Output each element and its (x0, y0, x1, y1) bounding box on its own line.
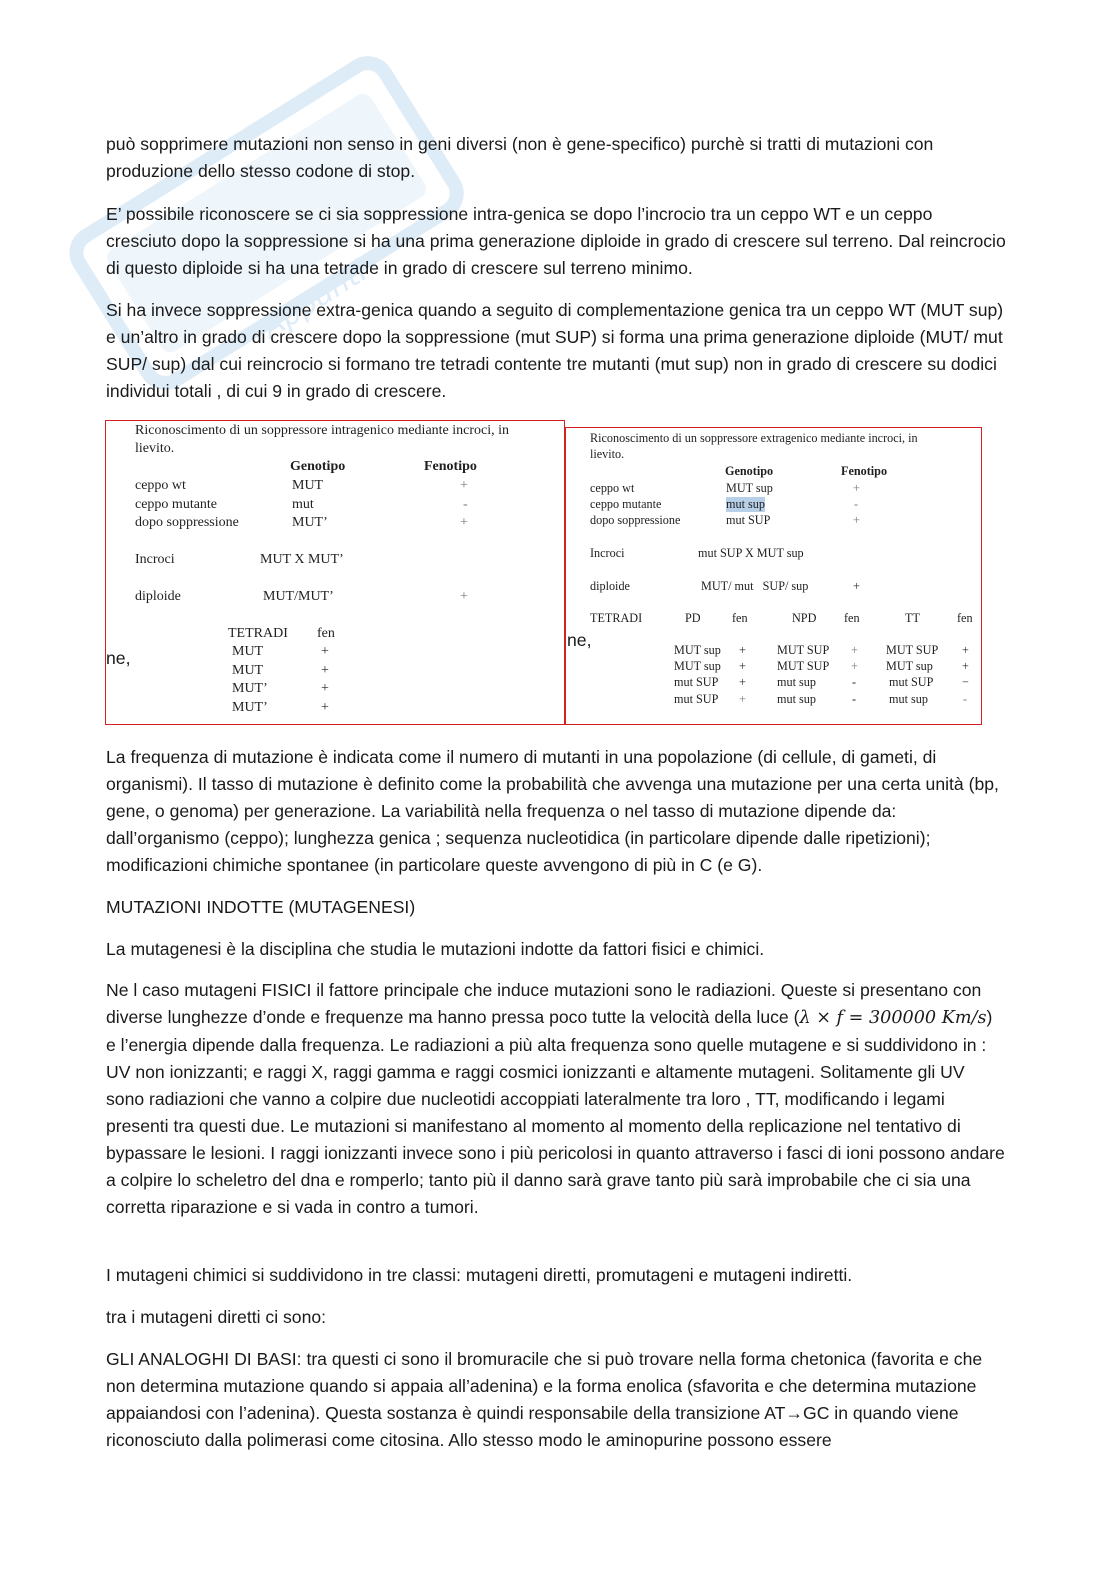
pd-phenotype: + (739, 659, 746, 673)
row-genotype: MUT (292, 478, 324, 493)
tetradi-label: TETRADI (590, 611, 643, 625)
row-phenotype: + (460, 515, 468, 530)
pd-phenotype: + (739, 643, 746, 657)
pd-genotype: mut SUP (674, 692, 719, 706)
diploide-value: MUT/ mut SUP/ sup (701, 579, 809, 593)
row-phenotype: + (853, 481, 860, 495)
figure-title-line2: lievito. (135, 441, 175, 456)
diploide-label: diploide (135, 589, 181, 604)
row-genotype: mut (292, 497, 314, 512)
paragraph-extragenic: Si ha invece soppressione extra-genica quando a seguito di complementazione genica tra un ceppo WT (MUT sup) e un’altro in grado di crescere dopo la soppressione (mut SUP) si forma una prima generazione diploide (MUT/ mut SUP/ sup) dal cui reincrocio si formano tre tetradi contente tre mutanti (mut sup) non in grado di crescere su dodici individui totali , di cui 9 in grado di crescere. (106, 300, 1004, 401)
section-heading-mutagenesis: MUTAZIONI INDOTTE (MUTAGENESI) (106, 897, 416, 917)
header-fenotipo: Fenotipo (424, 459, 477, 474)
pd-genotype: mut SUP (674, 675, 719, 689)
tt-genotype: MUT sup (886, 659, 933, 673)
header-genotipo: Genotipo (290, 459, 346, 474)
row-label: ceppo mutante (590, 497, 662, 511)
header-fenotipo: Fenotipo (841, 464, 888, 478)
figure-title-line1: Riconoscimento di un soppressore extragenico mediante incroci, in (590, 431, 918, 445)
incroci-label: Incroci (135, 552, 175, 567)
row-genotype-highlighted: mut sup (726, 497, 765, 511)
paragraph-physical-mutagens (106, 977, 1006, 1221)
tetradi-label: TETRADI (228, 626, 288, 641)
pd-genotype: MUT sup (674, 643, 721, 657)
tt-phenotype: + (962, 643, 969, 657)
diploide-label: diploide (590, 579, 630, 593)
row-label: dopo soppressione (590, 513, 681, 527)
paragraph-suppression-intro: può sopprimere mutazioni non senso in geni diversi (non è gene-specifico) purchè si tratti di mutazioni con produzione dello stesso codone di stop. (106, 134, 934, 181)
paragraph-base-analogs: GLI ANALOGHI DI BASI: tra questi ci sono il bromuracile che si può trovare nella forma chetonica (favorita e che non determina mutazione quando si appaia all’adenina) e la forma enolica (sfavorita e che determina mutazione appaiandosi con l’adenina). Questa sostanza è quindi responsabile della transizione AT→GC in quando viene riconosciuto dalla polimerasi come citosina. Allo stesso modo le aminopurine possono essere (106, 1349, 983, 1450)
tt-genotype: mut SUP (889, 675, 934, 689)
row-phenotype: + (460, 478, 468, 493)
row-genotype: MUT sup (726, 481, 773, 495)
row-phenotype: - (854, 497, 859, 511)
fen-label: fen (844, 611, 860, 625)
tt-genotype: mut sup (889, 692, 928, 706)
row-genotype: mut SUP (726, 513, 771, 527)
figure-title-line2: lievito. (590, 447, 625, 461)
npd-genotype: mut sup (777, 675, 816, 689)
tt-phenotype: + (962, 659, 969, 673)
diploide-phenotype: + (853, 579, 860, 593)
paragraph-chemical-mutagens: I mutageni chimici si suddividono in tre classi: mutageni diretti, promutageni e mutageni indiretti. (106, 1265, 853, 1285)
npd-phenotype: + (851, 659, 858, 673)
fen-label: fen (732, 611, 748, 625)
npd-phenotype: - (852, 692, 857, 706)
row-label: ceppo mutante (135, 497, 218, 512)
npd-phenotype: + (851, 643, 858, 657)
fen-label: fen (317, 626, 335, 641)
tetrad-genotype: MUT’ (232, 700, 268, 715)
row-label: ceppo wt (590, 481, 635, 495)
row-label: ceppo wt (135, 478, 186, 493)
figure-title-line1: Riconoscimento di un soppressore intragenico mediante incroci, in (135, 423, 510, 438)
tetrad-phenotype: + (321, 663, 329, 678)
header-genotipo: Genotipo (725, 464, 774, 478)
pd-phenotype: + (739, 692, 746, 706)
tt-genotype: MUT SUP (886, 643, 939, 657)
bleed-text-left: ne, (106, 648, 131, 668)
tetrad-phenotype: + (321, 700, 329, 715)
incroci-value: MUT X MUT’ (260, 552, 344, 567)
row-label: dopo soppressione (135, 515, 239, 530)
figure-extragenic-suppressor (565, 427, 982, 725)
pd-label: PD (685, 611, 701, 625)
pd-genotype: MUT sup (674, 659, 721, 673)
tetrad-phenotype: + (321, 644, 329, 659)
row-genotype: MUT’ (292, 515, 328, 530)
paragraph-intragenic: E’ possibile riconoscere se ci sia soppressione intra-genica se dopo l’incrocio tra un ceppo WT e un ceppo cresciuto dopo la soppressione si ha una prima generazione diploide in grado di crescere sul terreno. Dal reincrocio di questo diploide si ha una tetrade in grado di crescere sul terreno minimo. (106, 204, 1006, 278)
figure-intragenic-suppressor (105, 420, 565, 725)
pd-phenotype: + (739, 675, 746, 689)
npd-genotype: mut sup (777, 692, 816, 706)
tetrad-genotype: MUT (232, 644, 264, 659)
npd-genotype: MUT SUP (777, 659, 830, 673)
diploide-phenotype: + (460, 589, 468, 604)
bleed-text-right: ne, (567, 630, 592, 650)
tetrad-genotype: MUT (232, 663, 264, 678)
speed-of-light-formula: λ × f = 300000 Km/s (799, 1008, 987, 1028)
npd-label: NPD (792, 611, 817, 625)
paragraph-physical-part1: Ne l caso mutageni FISICI il fattore principale che induce mutazioni sono le radiazioni. Queste si presentano con diverse lunghezze d’onde e frequenze ma hanno pressa poco tutte la velocità della luce ( (106, 980, 982, 1027)
fen-label: fen (957, 611, 973, 625)
incroci-value: mut SUP X MUT sup (698, 546, 804, 560)
incroci-label: Incroci (590, 546, 625, 560)
npd-genotype: MUT SUP (777, 643, 830, 657)
diploide-value: MUT/MUT’ (263, 589, 334, 604)
tetrad-genotype: MUT’ (232, 681, 268, 696)
npd-phenotype: - (852, 675, 857, 689)
svg-text:Appunti: Appunti (255, 254, 374, 346)
paragraph-direct-mutagens: tra i mutageni diretti ci sono: (106, 1307, 327, 1327)
tetrad-phenotype: + (321, 681, 329, 696)
tt-phenotype: − (962, 675, 969, 689)
row-phenotype: + (853, 513, 860, 527)
paragraph-mutagenesis-definition: La mutagenesi è la disciplina che studia le mutazioni indotte da fattori fisici e chimici. (106, 939, 765, 959)
paragraph-physical-part2: ) e l’energia dipende dalla frequenza. Le radiazioni a più alta frequenza sono quelle mutagene e si suddividono in : UV non ionizzanti; e raggi X, raggi gamma e raggi cosmici ionizzanti e altamente mutageni. Solitamente gli UV sono radiazioni che vanno a colpire due nucleotidi accoppiati lateralmente tra loro , TT, modificando i legami presenti tra questi due. Le mutazioni si manifestano al momento al momento della replicazione nel tentativo di bypassare le lesioni. I raggi ionizzanti invece sono i più pericolosi in quanto attraverso i fasci di ioni possono andare a colpire lo scheletro del dna e romperlo; tanto più il danno sarà grave tanto più sarà improbabile che ci sia una corretta riparazione e si vada in contro a tumori. (106, 1007, 1005, 1217)
row-phenotype: - (463, 497, 468, 512)
paragraph-mutation-frequency: La frequenza di mutazione è indicata come il numero di mutanti in una popolazione (di cellule, di gameti, di organismi). Il tasso di mutazione è definito come la probabilità che avvenga una mutazione per una certa unità (bp, gene, o genoma) per generazione. La variabilità nella frequenza o nel tasso di mutazione dipende da: dall’organismo (ceppo); lunghezza genica ; sequenza nucleotidica (in particolare dipende dalle ripetizioni); modificazioni chimiche spontanee (in particolare queste avvengono di più in C (e G). (106, 747, 999, 875)
tt-phenotype: - (963, 692, 968, 706)
tt-label: TT (905, 611, 920, 625)
